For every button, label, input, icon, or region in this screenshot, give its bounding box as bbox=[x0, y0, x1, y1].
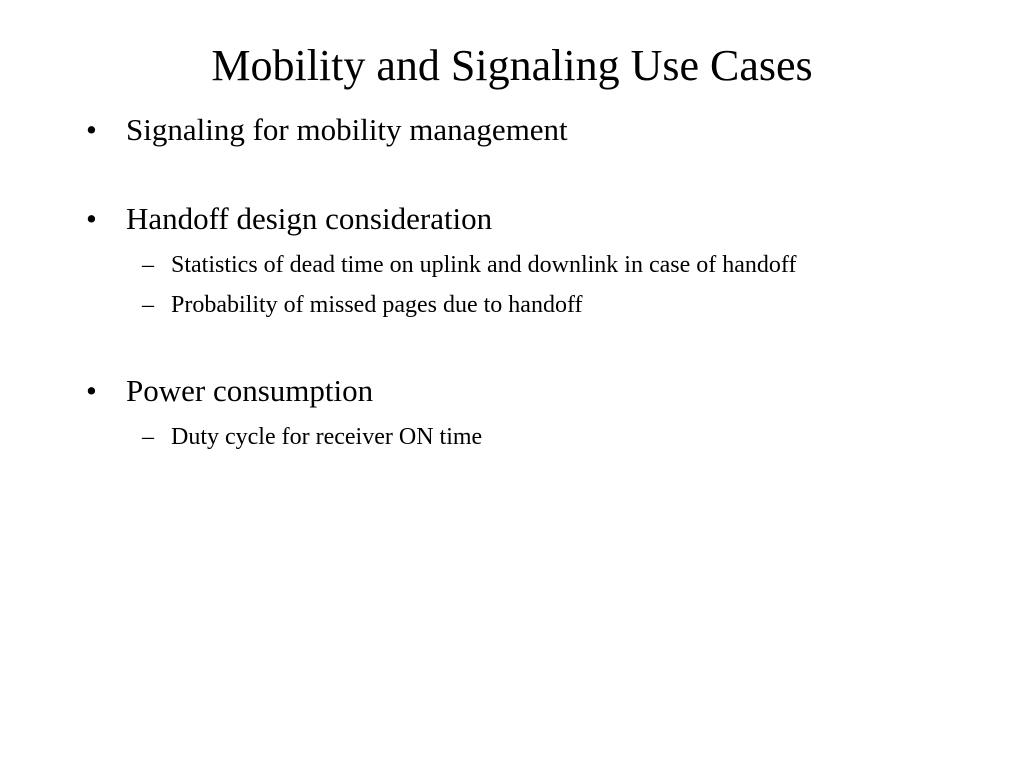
slide-title: Mobility and Signaling Use Cases bbox=[211, 41, 813, 90]
sub-item-text: Probability of missed pages due to handoff bbox=[171, 292, 583, 318]
bullet-text: Handoff design consideration bbox=[126, 201, 493, 236]
sub-item-text: Duty cycle for receiver ON time bbox=[171, 424, 483, 450]
bullet-text: Signaling for mobility management bbox=[126, 112, 568, 147]
bullet-marker: • bbox=[86, 201, 97, 236]
sub-item-dead-time bbox=[142, 251, 796, 279]
sub-item-duty-cycle bbox=[142, 423, 482, 451]
bullet-text: Power consumption bbox=[126, 373, 374, 408]
bullet-item-handoff bbox=[86, 201, 492, 237]
dash-marker: – bbox=[142, 292, 154, 318]
bullet-marker: • bbox=[86, 112, 97, 147]
dash-marker: – bbox=[142, 252, 154, 278]
dash-marker: – bbox=[142, 424, 154, 450]
bullet-marker: • bbox=[86, 373, 97, 408]
sub-item-text: Statistics of dead time on uplink and downlink in case of handoff bbox=[171, 252, 797, 278]
bullet-item-power bbox=[86, 373, 373, 409]
sub-item-missed-pages bbox=[142, 291, 583, 319]
bullet-item-signaling bbox=[86, 112, 568, 148]
